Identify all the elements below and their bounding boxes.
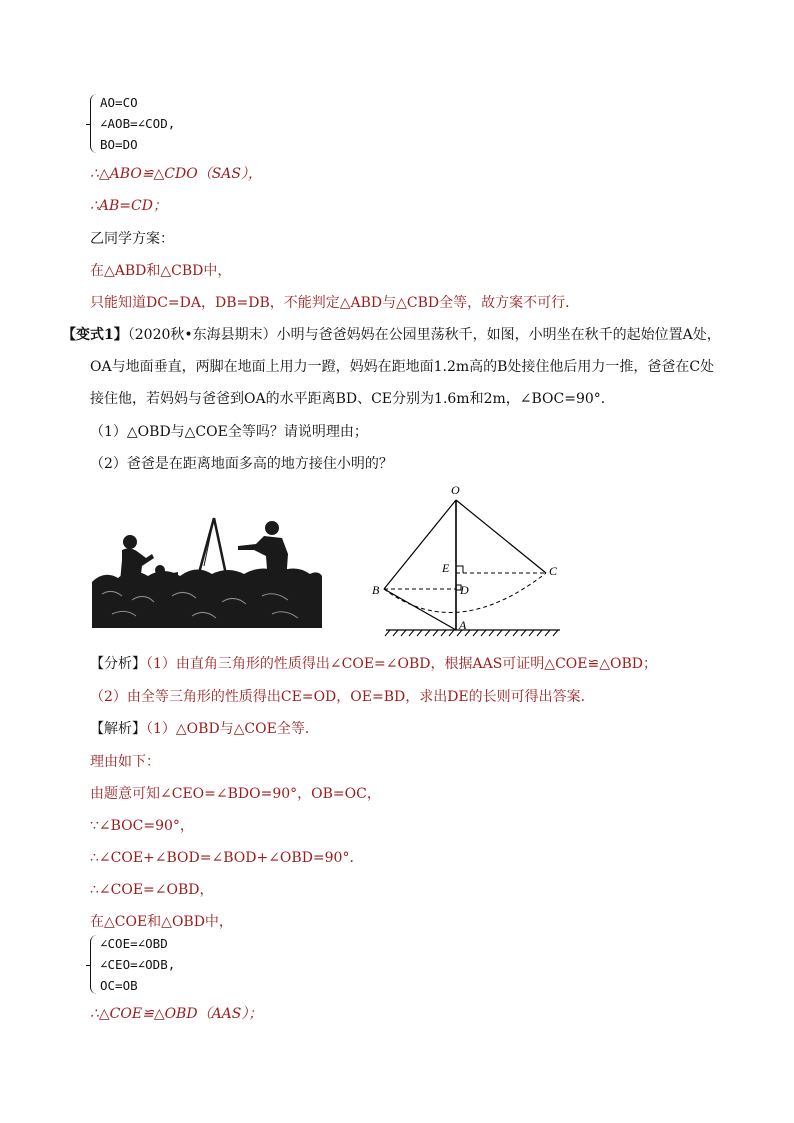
problem-line-1: [62, 326, 721, 344]
variant-label: 【变式1】: [62, 327, 128, 343]
label-B: B: [372, 583, 380, 597]
label-E: E: [442, 561, 450, 575]
yi-in-triangles: 在△ABD和△CBD中，: [90, 263, 232, 279]
line-OC: [456, 500, 546, 573]
analysis-line-2: （2）由全等三角形的性质得出CE=OD，OE=BD，求出DE的长则可得出答案．: [90, 689, 595, 705]
geometry-figure: [368, 478, 568, 640]
system-line: BO=DO: [100, 137, 138, 152]
label-D: D: [460, 583, 469, 597]
system-line: OC=OB: [100, 978, 138, 993]
swing-photo: [92, 510, 322, 628]
step-5: 在△COE和△OBD中，: [90, 914, 233, 930]
step-6: ∴△COE≌△OBD（AAS）；: [90, 1006, 263, 1022]
solution-text: （1）△OBD与△COE全等．: [146, 721, 319, 737]
equation-system-1: [90, 92, 175, 155]
question-1: （1）△OBD与△COE全等吗？请说明理由；: [90, 424, 368, 440]
line-OB: [384, 500, 456, 589]
system-line: ∠AOB=∠COD,: [100, 116, 176, 131]
analysis-line-1: [90, 655, 657, 673]
question-2: （2）爸爸是在距离地面多高的地方接住小明的？: [90, 456, 393, 472]
step-4: ∴∠COE=∠OBD，: [90, 882, 214, 898]
reason-heading: 理由如下：: [90, 754, 160, 770]
solution-label: 【解析】: [90, 721, 146, 737]
step-2: ∵∠BOC=90°，: [90, 818, 194, 834]
brace-icon: [90, 935, 98, 994]
equation-system-2: [90, 933, 175, 996]
right-angle-mark-E: [456, 566, 463, 573]
label-O: O: [451, 483, 460, 497]
label-C: C: [549, 564, 558, 578]
step-1: 由题意可知∠CEO=∠BDO=90°，OB=OC，: [90, 786, 381, 802]
problem-line-2: OA与地面垂直，两脚在地面上用力一蹬，妈妈在距地面1.2m高的B处接住他后用力一推，爸爸在C处: [90, 359, 715, 375]
problem-line-3: 接住他，若妈妈与爸爸到OA的水平距离BD、CE分别为1.6m和2m，∠BOC=90°．: [90, 391, 615, 407]
ground-hatching: [385, 630, 558, 636]
line-BA: [384, 589, 456, 630]
label-A: A: [459, 618, 467, 632]
step-3: ∴∠COE+∠BOD=∠BOD+∠OBD=90°．: [90, 850, 364, 866]
brace-icon: [90, 94, 98, 153]
therefore-congruent: ∴△ABO≌△CDO（SAS），: [90, 166, 263, 182]
system-line: ∠COE=∠OBD: [100, 936, 168, 951]
yi-plan-heading: 乙同学方案：: [90, 231, 174, 247]
problem-text: （2020秋•东海县期末）小明与爸爸妈妈在公园里荡秋千，如图，小明坐在秋千的起始位置A处，: [127, 327, 721, 343]
yi-conclusion: 只能知道DC=DA，DB=DB，不能判定△ABD与△CBD全等，故方案不可行．: [90, 295, 580, 311]
analysis-label: 【分析】: [90, 656, 146, 672]
system-line: AO=CO: [100, 95, 138, 110]
system-line: ∠CEO=∠ODB,: [100, 957, 176, 972]
solution-line-1: [90, 720, 319, 738]
therefore-equal: ∴AB=CD；: [90, 198, 167, 214]
analysis-text: （1）由直角三角形的性质得出∠COE=∠OBD，根据AAS可证明△COE≌△OBD；: [146, 656, 657, 672]
